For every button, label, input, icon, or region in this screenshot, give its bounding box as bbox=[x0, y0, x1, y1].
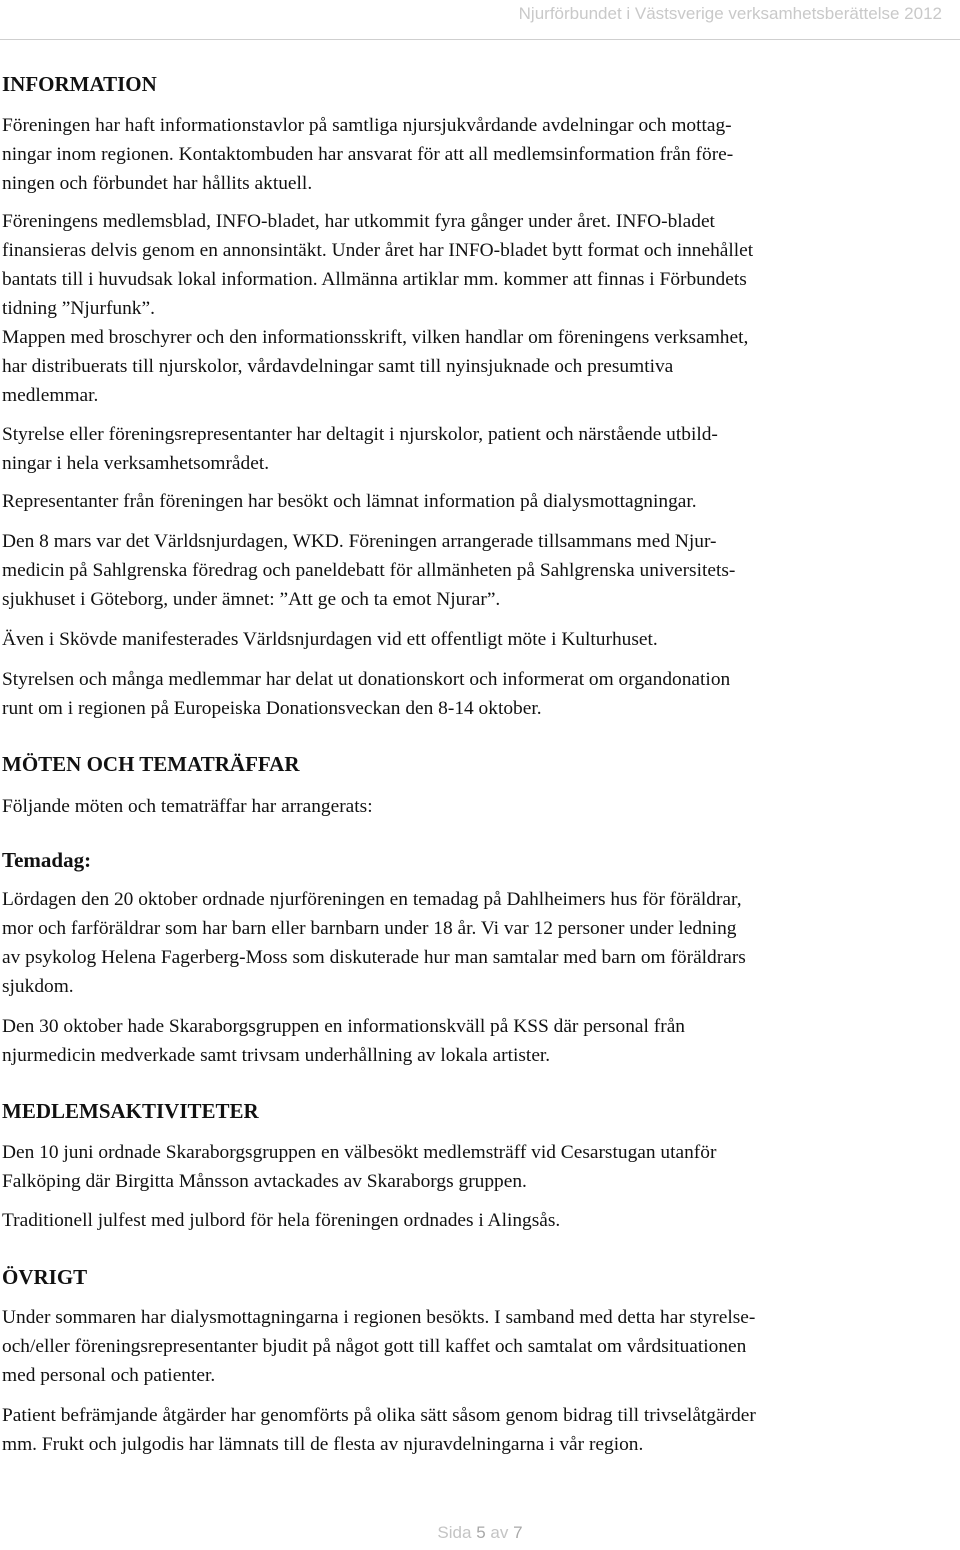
footer-total-pages: 7 bbox=[513, 1523, 523, 1542]
text-line: Föreningen har haft informationstavlor på samtliga njursjukvårdande avdelningar och mottag- bbox=[2, 115, 732, 136]
text-line: ningar i hela verksamhetsområdet. bbox=[2, 453, 270, 474]
heading-information: INFORMATION bbox=[2, 72, 157, 96]
information-paragraph-3 bbox=[2, 323, 956, 410]
heading-member-activities: MEDLEMSAKTIVITETER bbox=[2, 1099, 259, 1123]
footer-page-number: 5 bbox=[476, 1523, 486, 1542]
footer-page-label: Sida bbox=[437, 1523, 472, 1542]
member-activities-paragraph-1 bbox=[2, 1138, 956, 1196]
information-paragraph-8 bbox=[2, 665, 956, 723]
text-line: Styrelse eller föreningsrepresentanter har deltagit i njurskolor, patient och närstående utbild- bbox=[2, 424, 718, 445]
text-line: Patient befrämjande åtgärder har genomförts på olika sätt såsom genom bidrag till trivselåtgärder bbox=[2, 1405, 756, 1426]
text-line: medicin på Sahlgrenska föredrag och paneldebatt för allmänheten på Sahlgrenska universitets- bbox=[2, 560, 736, 581]
text-line: mor och farföräldrar som har barn eller barnbarn under 18 år. Vi var 12 personer under ledning bbox=[2, 918, 737, 939]
text-line: Den 8 mars var det Världsnjurdagen, WKD. Föreningen arrangerade tillsammans med Njur- bbox=[2, 531, 717, 552]
header-rule bbox=[0, 39, 960, 40]
other-paragraph-2 bbox=[2, 1401, 956, 1459]
text-line: Lördagen den 20 oktober ordnade njurföreningen en temadag på Dahlheimers hus för föräldrar, bbox=[2, 889, 742, 910]
footer-of-label: av bbox=[490, 1523, 509, 1542]
text-line: runt om i regionen på Europeiska Donationsveckan den 8-14 oktober. bbox=[2, 698, 542, 719]
meetings-paragraph-2 bbox=[2, 1012, 956, 1070]
text-line: med personal och patienter. bbox=[2, 1365, 216, 1386]
text-line: Representanter från föreningen har besökt och lämnat information på dialysmottagningar. bbox=[2, 491, 697, 512]
subheading-temadag: Temadag: bbox=[2, 848, 92, 872]
text-line: medlemmar. bbox=[2, 385, 99, 406]
text-line: bantats till i huvudsak lokal information. Allmänna artiklar mm. kommer att finnas i Förbundets bbox=[2, 269, 747, 290]
meetings-intro: Följande möten och tematräffar har arrangerats: bbox=[2, 796, 373, 817]
text-line: mm. Frukt och julgodis har lämnats till de flesta av njuravdelningarna i vår region. bbox=[2, 1434, 644, 1455]
text-line: sjukdom. bbox=[2, 976, 74, 997]
text-line: ningen och förbundet har hållits aktuell. bbox=[2, 173, 313, 194]
text-line: Falköping där Birgitta Månsson avtackades av Skaraborgs gruppen. bbox=[2, 1171, 527, 1192]
information-paragraph-1 bbox=[2, 111, 956, 198]
text-line: Traditionell julfest med julbord för hela föreningen ordnades i Alingsås. bbox=[2, 1210, 561, 1231]
page-footer bbox=[0, 1523, 960, 1543]
other-paragraph-1 bbox=[2, 1303, 956, 1390]
information-paragraph-2 bbox=[2, 207, 956, 323]
information-paragraph-5 bbox=[2, 487, 956, 516]
text-line: av psykolog Helena Fagerberg-Moss som diskuterade hur man samtalar med barn om föräldrars bbox=[2, 947, 746, 968]
text-line: Föreningens medlemsblad, INFO-bladet, har utkommit fyra gånger under året. INFO-bladet bbox=[2, 211, 715, 232]
text-line: Styrelsen och många medlemmar har delat ut donationskort och informerat om organdonation bbox=[2, 669, 731, 690]
text-line: Den 30 oktober hade Skaraborgsgruppen en informationskväll på KSS där personal från bbox=[2, 1016, 685, 1037]
text-line: finansieras delvis genom en annonsintäkt. Under året har INFO-bladet bytt format och innehållet bbox=[2, 240, 754, 261]
heading-meetings: MÖTEN OCH TEMATRÄFFAR bbox=[2, 752, 300, 776]
information-paragraph-4 bbox=[2, 420, 956, 478]
meetings-paragraph-1 bbox=[2, 885, 956, 1001]
text-line: Under sommaren har dialysmottagningarna i regionen besökts. I samband med detta har styrelse- bbox=[2, 1307, 756, 1328]
heading-other: ÖVRIGT bbox=[2, 1265, 88, 1289]
text-line: har distribuerats till njurskolor, vårdavdelningar samt till nyinsjuknade och presumtiva bbox=[2, 356, 674, 377]
information-paragraph-7 bbox=[2, 625, 956, 654]
text-line: sjukhuset i Göteborg, under ämnet: ”Att ge och ta emot Njurar”. bbox=[2, 589, 501, 610]
text-line: ningar inom regionen. Kontaktombuden har ansvarat för att all medlemsinformation från före- bbox=[2, 144, 734, 165]
member-activities-paragraph-2 bbox=[2, 1206, 956, 1235]
information-paragraph-6 bbox=[2, 527, 956, 614]
text-line: Mappen med broschyrer och den informationsskrift, vilken handlar om föreningens verksamhet, bbox=[2, 327, 749, 348]
text-line: Den 10 juni ordnade Skaraborgsgruppen en välbesökt medlemsträff vid Cesarstugan utanför bbox=[2, 1142, 717, 1163]
text-line: Även i Skövde manifesterades Världsnjurdagen vid ett offentligt möte i Kulturhuset. bbox=[2, 629, 658, 650]
running-header: Njurförbundet i Västsverige verksamhetsberättelse 2012 bbox=[518, 4, 942, 23]
text-line: tidning ”Njurfunk”. bbox=[2, 298, 155, 319]
text-line: och/eller föreningsrepresentanter bjudit på något gott till kaffet och samtalat om vårdsituationen bbox=[2, 1336, 747, 1357]
text-line: njurmedicin medverkade samt trivsam underhållning av lokala artister. bbox=[2, 1045, 551, 1066]
